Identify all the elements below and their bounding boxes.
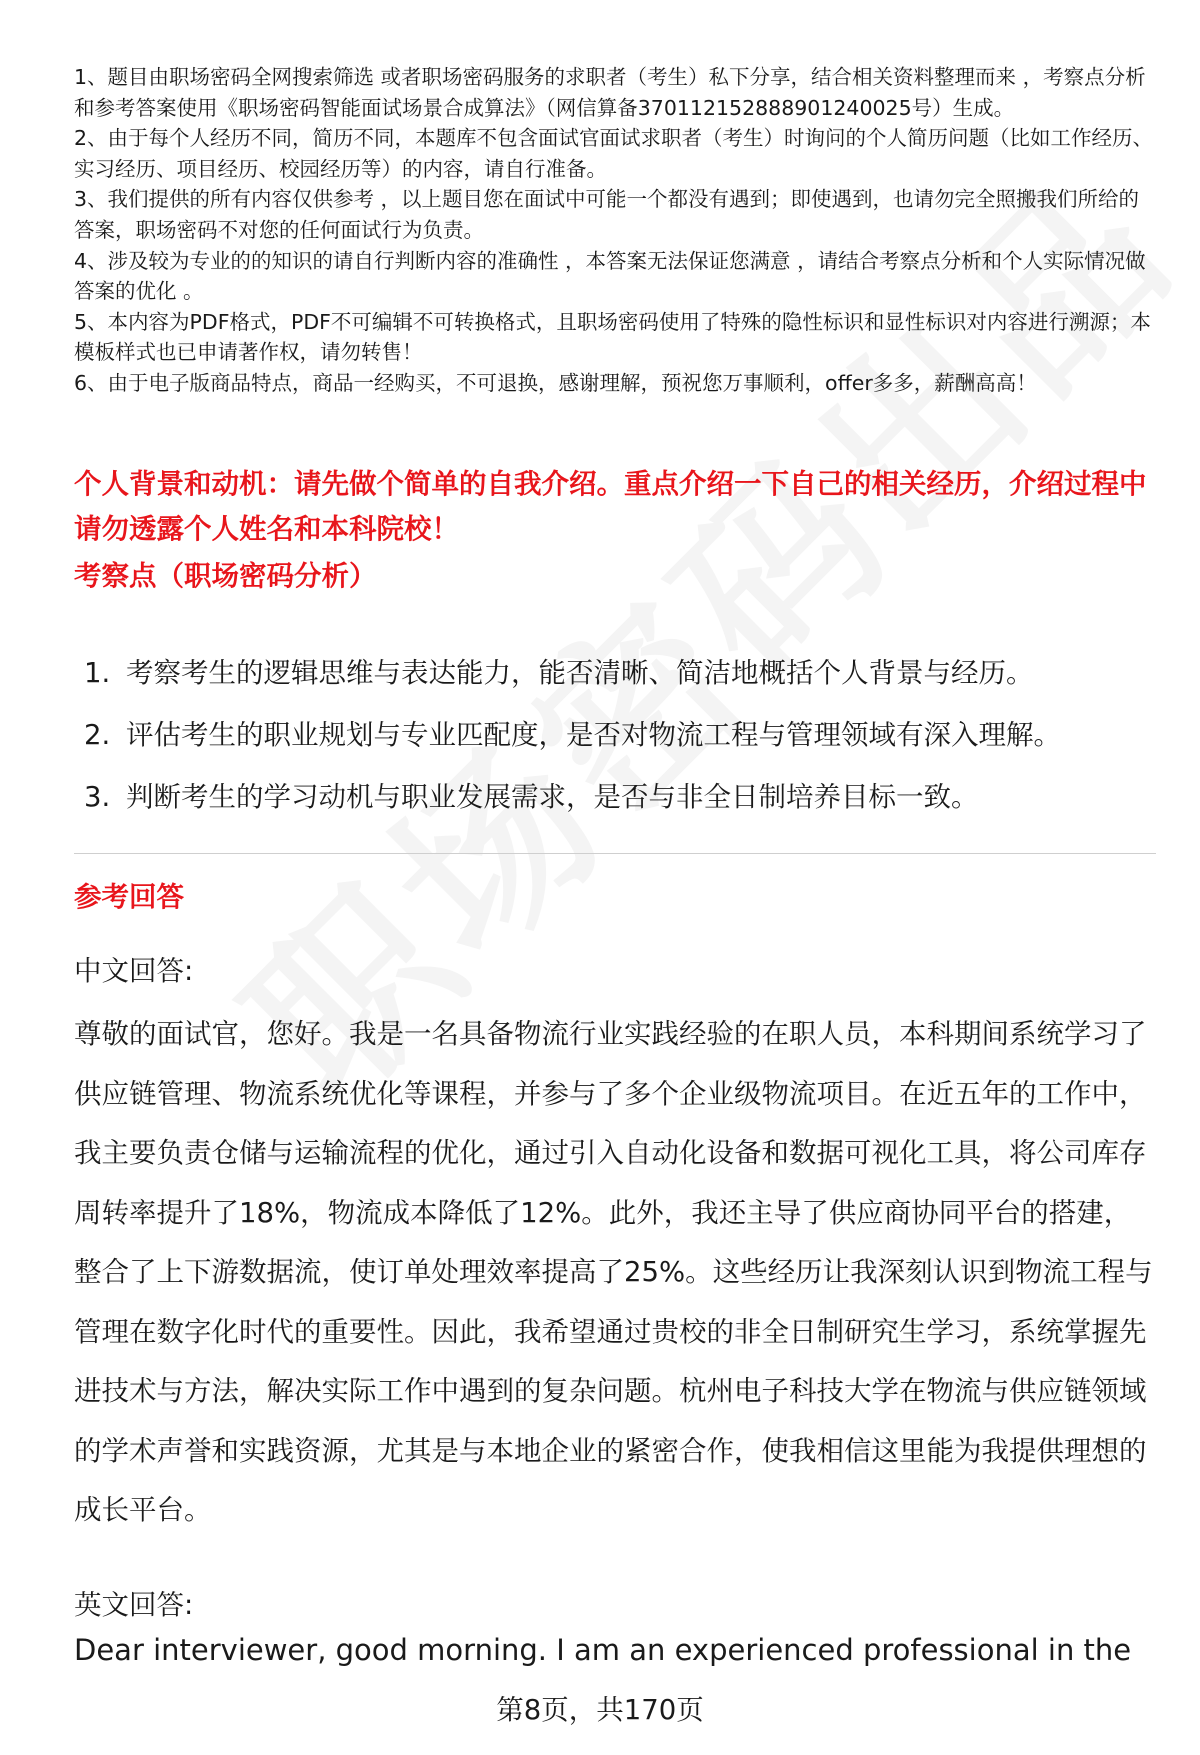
list-item <box>84 642 1144 704</box>
reference-title: 参考回答 <box>74 881 184 913</box>
item-text: 判断考生的学习动机与职业发展需求，是否与非全日制培养目标一致。 <box>126 781 979 813</box>
note-item: 1、题目由职场密码全网搜索筛选 或者职场密码服务的求职者（考生）私下分享，结合相关资料整理而来 ，考察点分析和参考答案使用《职场密码智能面试场景合成算法》（网信算备370112152888901240025号）生成。 <box>74 65 1146 120</box>
english-answer-label: 英文回答: <box>74 1589 194 1621</box>
note-item: 4、涉及较为专业的的知识的请自行判断内容的准确性 ，本答案无法保证您满意 ，请结合考察点分析和个人实际情况做答案的优化 。 <box>74 248 1146 304</box>
divider <box>74 853 1156 854</box>
disclaimer-notes <box>74 62 1154 399</box>
analysis-points <box>84 642 1144 828</box>
item-number: 2. <box>84 719 111 751</box>
item-number: 1. <box>84 657 111 689</box>
note-item: 5、本内容为PDF格式，PDF不可编辑不可转换格式，且职场密码使用了特殊的隐性标识和显性标识对内容进行溯源；本模板样式也已申请著作权，请勿转售！ <box>74 309 1151 365</box>
chinese-answer-label: 中文回答: <box>74 955 194 987</box>
question-heading: 个人背景和动机：请先做个简单的自我介绍。重点介绍一下自己的相关经历，介绍过程中请勿透露个人姓名和本科院校！ <box>74 468 1147 545</box>
page-number: 第8页，共170页 <box>496 1694 704 1726</box>
item-text: 评估考生的职业规划与专业匹配度，是否对物流工程与管理领域有深入理解。 <box>126 719 1061 751</box>
list-item <box>84 766 1144 828</box>
analysis-title: 考察点（职场密码分析） <box>74 560 377 592</box>
note-item: 2、由于每个人经历不同，简历不同，本题库不包含面试官面试求职者（考生）时询问的个人简历问题（比如工作经历、实习经历、项目经历、校园经历等）的内容，请自行准备。 <box>74 126 1154 181</box>
item-number: 3. <box>84 781 111 813</box>
list-item <box>84 704 1144 766</box>
note-item: 3、我们提供的所有内容仅供参考 ，以上题目您在面试中可能一个都没有遇到；即使遇到，也请勿完全照搬我们所给的答案，职场密码不对您的任何面试行为负责。 <box>74 187 1140 242</box>
item-text: 考察考生的逻辑思维与表达能力，能否清晰、简洁地概括个人背景与经历。 <box>126 657 1034 689</box>
note-item: 6、由于电子版商品特点，商品一经购买，不可退换，感谢理解，预祝您万事顺利，offer多多，薪酬高高！ <box>74 370 1037 395</box>
english-answer: Dear interviewer, good morning. I am an experienced professional in the <box>74 1633 1132 1667</box>
chinese-answer: 尊敬的面试官，您好。我是一名具备物流行业实践经验的在职人员，本科期间系统学习了供应链管理、物流系统优化等课程，并参与了多个企业级物流项目。在近五年的工作中，我主要负责仓储与运输流程的优化，通过引入自动化设备和数据可视化工具，将公司库存周转率提升了18%，物流成本降低了12%。此外，我还主导了供应商协同平台的搭建，整合了上下游数据流，使订单处理效率提高了25%。这些经历让我深刻认识到物流工程与管理在数字化时代的重要性。因此，我希望通过贵校的非全日制研究生学习，系统掌握先进技术与方法，解决实际工作中遇到的复杂问题。杭州电子科技大学在物流与供应链领域的学术声誉和实践资源，尤其是与本地企业的紧密合作，使我相信这里能为我提供理想的成长平台。 <box>74 1018 1153 1526</box>
